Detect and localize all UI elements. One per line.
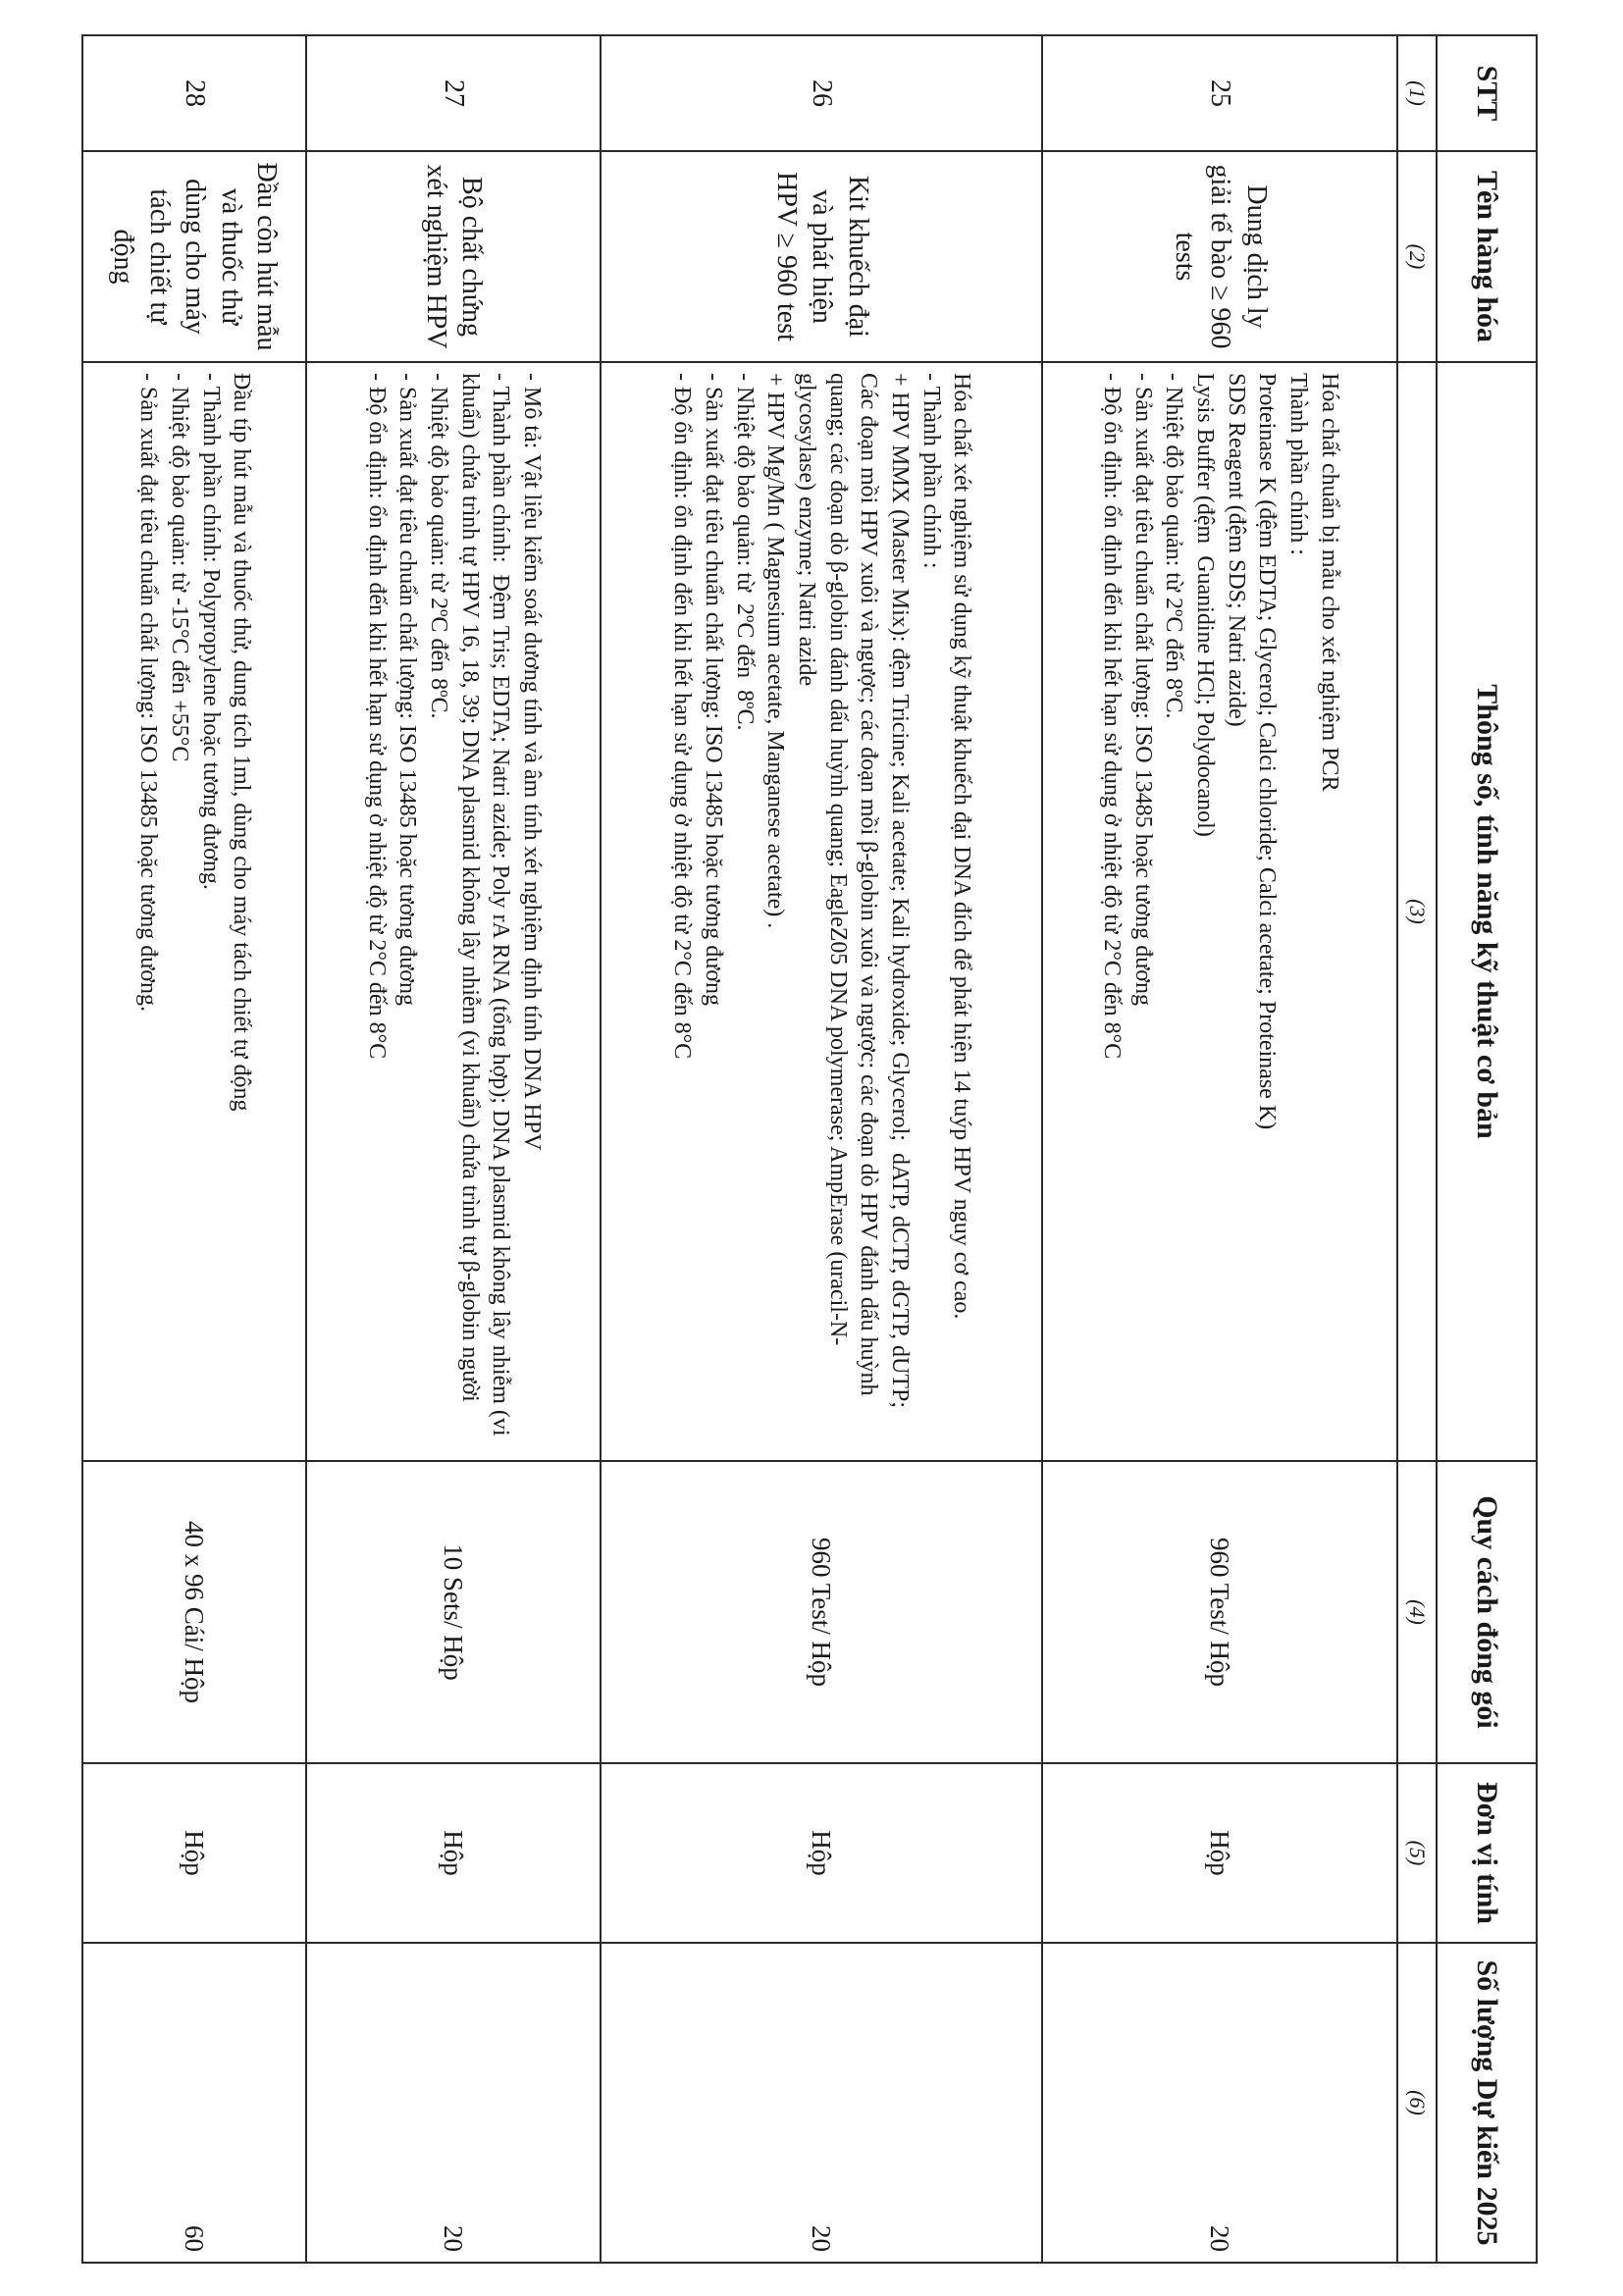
header-pack: Quy cách đóng gói: [1437, 1461, 1537, 1763]
spec-line: - Sản xuất đạt tiêu chuẩn chất lượng: ISO 13485 hoặc tương đương: [1129, 373, 1156, 1006]
row-unit: Hộp: [601, 1763, 1042, 1943]
row-name: Dung dịch ly giải tế bào ≥ 960 tests: [1042, 151, 1397, 362]
row-name: Bộ chất chứng xét nghiệm HPV: [306, 151, 601, 362]
header-row: [1437, 35, 1537, 2263]
row-stt: 25: [1042, 35, 1397, 151]
spec-line: Đầu típ hút mẫu và thuốc thử, dung tích 1ml, dùng cho máy tách chiết tự động: [229, 373, 255, 1112]
row-qty: 20: [601, 1943, 1042, 2263]
row-unit: Hộp: [306, 1763, 601, 1943]
column-index: (2): [1397, 151, 1437, 362]
spec-line: - Sản xuất đạt tiêu chuẩn chất lượng: ISO 13485 hoặc tương đương: [394, 373, 421, 1006]
header-name: Tên hàng hóa: [1437, 151, 1537, 362]
spec-line: - Độ ổn định: ổn định đến khi hết hạn sử dụng ở nhiệt độ từ 2°C đến 8°C: [1098, 373, 1125, 1060]
column-index: (1): [1397, 35, 1437, 151]
row-unit: Hộp: [82, 1763, 306, 1943]
row-name: Kit khuếch đại và phát hiện HPV ≥ 960 test: [601, 151, 1042, 362]
spec-line: - Nhiệt độ bảo quản: từ -15°C đến +55°C: [167, 373, 192, 762]
column-index: (6): [1397, 1943, 1437, 2263]
spec-line: - Thành phần chính: Polypropylene hoặc tương đương.: [197, 373, 224, 890]
table-row: [306, 35, 601, 2263]
header-spec: Thông số, tính năng kỹ thuật cơ bản: [1437, 362, 1537, 1461]
spec-line: - Thành phần chính: Đệm Tris; EDTA; Natri azide; Poly rA RNA (tổng hợp); DNA plasmid không lây nhiễm (vi khuẩn) chứa trình tự HPV 16, 18, 39; DNA plasmid không lây nhiễm (vi khuẩn) chứa trình tự β-globin người: [456, 373, 514, 1442]
column-index: (5): [1397, 1763, 1437, 1943]
spec-line: - Nhiệt độ bảo quản: từ 2ºC đến 8ºC.: [731, 373, 758, 731]
column-index: (3): [1397, 362, 1437, 1461]
column-index-row: [1397, 35, 1437, 2263]
spec-line: - Nhiệt độ bảo quản: từ 2ºC đến 8ºC.: [426, 373, 451, 719]
table-row: [1042, 35, 1397, 2263]
spec-line: Proteinase K (đệm EDTA; Glycerol; Calci chloride; Calci acetate; Proteinase K): [1254, 373, 1281, 1130]
row-pack: 10 Sets/ Hộp: [306, 1461, 601, 1763]
spec-line: SDS Reagent (đệm SDS; Natri azide): [1223, 373, 1249, 727]
row-stt: 27: [306, 35, 601, 151]
row-pack: 40 x 96 Cái/ Hộp: [82, 1461, 306, 1763]
spec-line: - Sản xuất đạt tiêu chuẩn chất lượng: ISO 13485 hoặc tương đương.: [135, 373, 162, 1012]
specification-table: [81, 34, 1538, 2264]
table-row: [82, 35, 306, 2263]
spec-line: - Mô tả: Vật liệu kiểm soát dương tính và âm tính xét nghiệm định tính DNA HPV: [519, 373, 546, 1151]
row-spec: [601, 362, 1042, 1461]
row-pack: 960 Test/ Hộp: [1042, 1461, 1397, 1763]
row-pack: 960 Test/ Hộp: [601, 1461, 1042, 1763]
spec-line: + HPV MMX (Master Mix): đệm Tricine; Kali acetate; Kali hydroxide; Glycerol; dATP, dCTP, dGTP, dUTP; Các đoạn mồi HPV xuôi và ngược; các đoạn mồi β-globin xuôi và ngược; các đoạn dò HPV đánh dấu huỳnh quang; các đoạn dò β-globin đánh dấu huỳnh quang; EagleZ05 DNA polymerase; AmpErase (uracil-N-glycosylase) enzyme; Natri azide: [794, 373, 914, 1415]
row-qty: 60: [82, 1943, 306, 2263]
row-spec: [306, 362, 601, 1461]
row-stt: 26: [601, 35, 1042, 151]
spec-line: Thành phần chính :: [1285, 373, 1312, 555]
header-unit: Đơn vị tính: [1437, 1763, 1537, 1943]
row-name: Đầu côn hút mẫu và thuốc thử dùng cho máy tách chiết tự động: [82, 151, 306, 362]
row-qty: 20: [1042, 1943, 1397, 2263]
spec-line: - Thành phần chính :: [917, 373, 944, 569]
row-stt: 28: [82, 35, 306, 151]
row-spec: [1042, 362, 1397, 1461]
spec-line: Hóa chất chuẩn bị mẫu cho xét nghiệm PCR: [1316, 373, 1342, 792]
spec-line: - Sản xuất đạt tiêu chuẩn chất lượng: ISO 13485 hoặc tương đương: [700, 373, 726, 1006]
column-index: (4): [1397, 1461, 1437, 1763]
spec-line: - Độ ổn định: ổn định đến khi hết hạn sử dụng ở nhiệt độ từ 2°C đến 8°C: [669, 373, 696, 1060]
table-row: [601, 35, 1042, 2263]
spec-line: - Nhiệt độ bảo quản: từ 2ºC đến 8ºC.: [1161, 373, 1187, 719]
spec-line: + HPV Mg/Mn ( Magnesium acetate, Manganese acetate) .: [762, 373, 789, 929]
header-stt: STT: [1437, 35, 1537, 151]
row-unit: Hộp: [1042, 1763, 1397, 1943]
spec-line: - Độ ổn định: ổn định đến khi hết hạn sử dụng ở nhiệt độ từ 2°C đến 8°C: [363, 373, 390, 1060]
row-qty: 20: [306, 1943, 601, 2263]
header-qty: Số lượng Dự kiến 2025: [1437, 1943, 1537, 2263]
row-spec: [82, 362, 306, 1461]
rotated-page: [85, 34, 1538, 2262]
spec-line: Lysis Buffer (đệm Guanidine HCl; Polydocanol): [1192, 373, 1218, 837]
spec-line: Hóa chất xét nghiệm sử dụng kỹ thuật khuếch đại DNA đích để phát hiện 14 tuýp HPV nguy cơ cao.: [949, 373, 975, 1320]
